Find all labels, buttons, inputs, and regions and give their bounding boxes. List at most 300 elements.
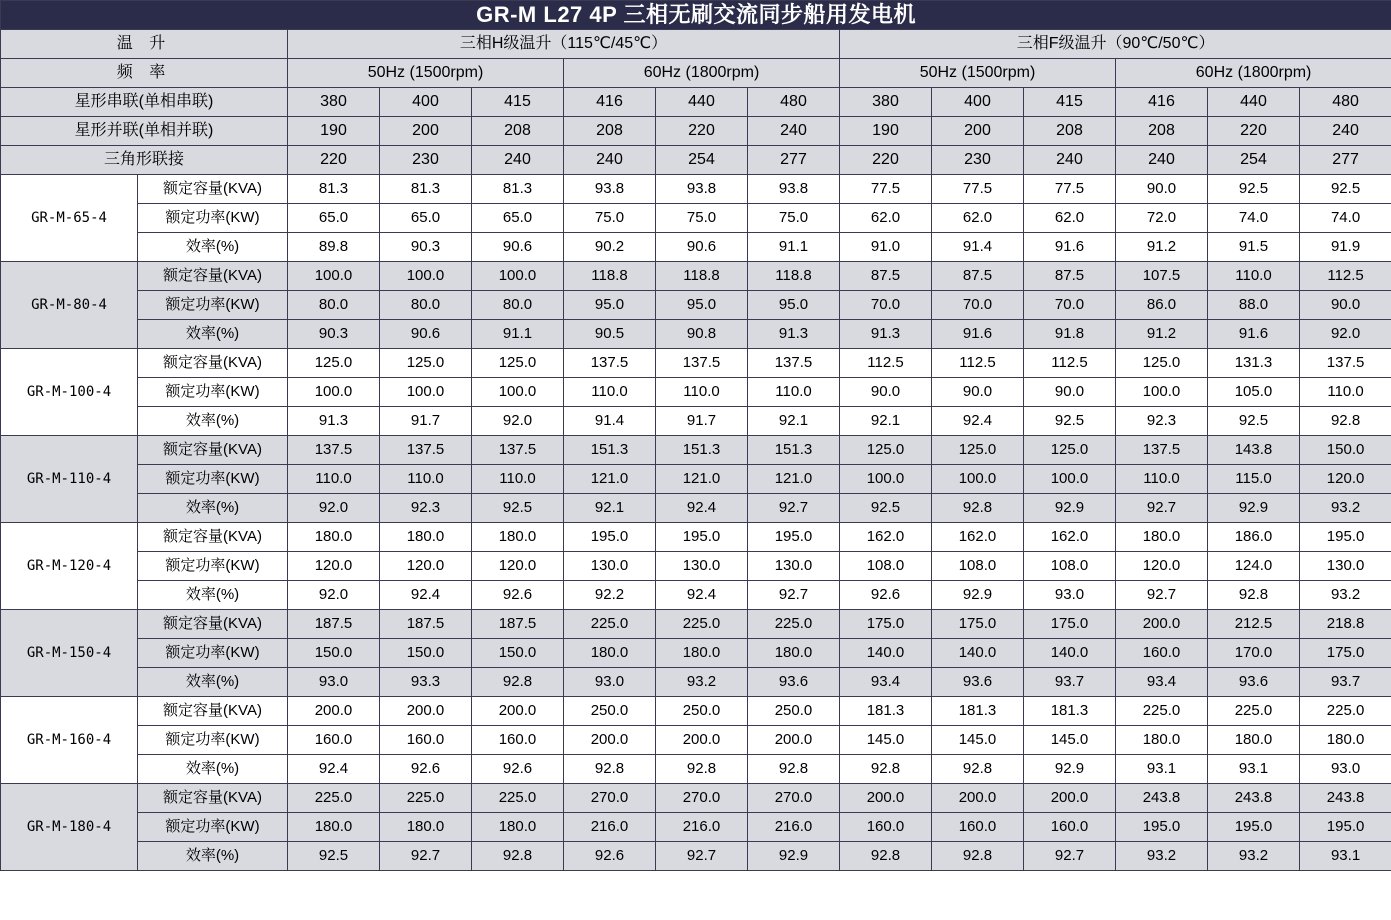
table-row — [1, 639, 1391, 668]
param-label: 额定容量(KVA) — [138, 175, 288, 204]
cell: 92.4 — [288, 755, 380, 784]
cell: 92.5 — [1300, 175, 1391, 204]
cell: 91.9 — [1300, 233, 1391, 262]
cell: 100.0 — [288, 378, 380, 407]
cell: 74.0 — [1208, 204, 1300, 233]
cell: 108.0 — [1024, 552, 1116, 581]
cell: 92.3 — [380, 494, 472, 523]
cell: 80.0 — [380, 291, 472, 320]
cell: 180.0 — [380, 523, 472, 552]
cell: 87.5 — [840, 262, 932, 291]
cell: 92.0 — [472, 407, 564, 436]
cell: 92.8 — [932, 842, 1024, 871]
cell: 107.5 — [1116, 262, 1208, 291]
cell: 180.0 — [1116, 523, 1208, 552]
table-row — [1, 842, 1391, 871]
cell: 93.1 — [1208, 755, 1300, 784]
cell: 137.5 — [748, 349, 840, 378]
cell: 254 — [656, 146, 748, 175]
cell: 91.6 — [1024, 233, 1116, 262]
table-row — [1, 726, 1391, 755]
cell: 92.1 — [748, 407, 840, 436]
param-label: 额定容量(KVA) — [138, 262, 288, 291]
cell: 180.0 — [288, 813, 380, 842]
cell: 62.0 — [932, 204, 1024, 233]
param-label: 额定功率(KW) — [138, 378, 288, 407]
cell: 137.5 — [1116, 436, 1208, 465]
cell: 100.0 — [840, 465, 932, 494]
cell: 200 — [380, 117, 472, 146]
cell: 91.3 — [288, 407, 380, 436]
table-row — [1, 465, 1391, 494]
cell: 93.6 — [1208, 668, 1300, 697]
cell: 91.1 — [748, 233, 840, 262]
cell: 108.0 — [932, 552, 1024, 581]
voltage-row-label: 三角形联接 — [1, 146, 288, 175]
cell: 92.9 — [1024, 494, 1116, 523]
cell: 277 — [748, 146, 840, 175]
cell: 100.0 — [1024, 465, 1116, 494]
cell: 92.3 — [1116, 407, 1208, 436]
cell: 181.3 — [840, 697, 932, 726]
cell: 125.0 — [1116, 349, 1208, 378]
cell: 195.0 — [748, 523, 840, 552]
table-row — [1, 523, 1391, 552]
cell: 112.5 — [1024, 349, 1116, 378]
param-label: 额定功率(KW) — [138, 204, 288, 233]
param-label: 效率(%) — [138, 494, 288, 523]
cell: 400 — [380, 88, 472, 117]
cell: 160.0 — [380, 726, 472, 755]
cell: 91.4 — [932, 233, 1024, 262]
group-h-class: 三相H级温升（115℃/45℃） — [288, 30, 840, 59]
cell: 240 — [564, 146, 656, 175]
cell: 230 — [932, 146, 1024, 175]
cell: 92.7 — [748, 581, 840, 610]
cell: 131.3 — [1208, 349, 1300, 378]
cell: 160.0 — [1024, 813, 1116, 842]
cell: 92.9 — [1208, 494, 1300, 523]
cell: 91.0 — [840, 233, 932, 262]
cell: 200.0 — [656, 726, 748, 755]
cell: 93.8 — [564, 175, 656, 204]
voltage-row-label: 星形并联(单相并联) — [1, 117, 288, 146]
cell: 195.0 — [564, 523, 656, 552]
cell: 145.0 — [1024, 726, 1116, 755]
cell: 143.8 — [1208, 436, 1300, 465]
cell: 65.0 — [472, 204, 564, 233]
cell: 125.0 — [472, 349, 564, 378]
cell: 180.0 — [1116, 726, 1208, 755]
param-label: 额定功率(KW) — [138, 813, 288, 842]
cell: 150.0 — [472, 639, 564, 668]
cell: 250.0 — [656, 697, 748, 726]
model-name: GR-M-180-4 — [1, 784, 138, 871]
param-label: 额定容量(KVA) — [138, 784, 288, 813]
cell: 110.0 — [1116, 465, 1208, 494]
cell: 93.0 — [1300, 755, 1391, 784]
cell: 120.0 — [1300, 465, 1391, 494]
cell: 121.0 — [748, 465, 840, 494]
table-row — [1, 784, 1391, 813]
cell: 121.0 — [656, 465, 748, 494]
cell: 277 — [1300, 146, 1391, 175]
param-label: 额定功率(KW) — [138, 726, 288, 755]
cell: 130.0 — [748, 552, 840, 581]
cell: 130.0 — [656, 552, 748, 581]
cell: 180.0 — [288, 523, 380, 552]
param-label: 效率(%) — [138, 755, 288, 784]
cell: 162.0 — [932, 523, 1024, 552]
cell: 92.8 — [472, 842, 564, 871]
cell: 121.0 — [564, 465, 656, 494]
cell: 91.3 — [748, 320, 840, 349]
cell: 91.7 — [380, 407, 472, 436]
table-title-row — [1, 1, 1391, 30]
table-row — [1, 146, 1391, 175]
param-label: 效率(%) — [138, 842, 288, 871]
cell: 270.0 — [748, 784, 840, 813]
cell: 416 — [1116, 88, 1208, 117]
cell: 220 — [288, 146, 380, 175]
cell: 92.2 — [564, 581, 656, 610]
cell: 100.0 — [380, 262, 472, 291]
cell: 90.0 — [840, 378, 932, 407]
cell: 95.0 — [748, 291, 840, 320]
cell: 88.0 — [1208, 291, 1300, 320]
cell: 92.8 — [932, 755, 1024, 784]
cell: 92.9 — [932, 581, 1024, 610]
cell: 93.6 — [932, 668, 1024, 697]
param-label: 额定容量(KVA) — [138, 610, 288, 639]
cell: 140.0 — [932, 639, 1024, 668]
cell: 151.3 — [748, 436, 840, 465]
cell: 92.8 — [748, 755, 840, 784]
cell: 195.0 — [1208, 813, 1300, 842]
cell: 90.2 — [564, 233, 656, 262]
cell: 208 — [564, 117, 656, 146]
cell: 200.0 — [472, 697, 564, 726]
cell: 270.0 — [564, 784, 656, 813]
cell: 200.0 — [380, 697, 472, 726]
cell: 225.0 — [748, 610, 840, 639]
table-row — [1, 581, 1391, 610]
cell: 118.8 — [656, 262, 748, 291]
cell: 380 — [840, 88, 932, 117]
cell: 216.0 — [748, 813, 840, 842]
cell: 195.0 — [1116, 813, 1208, 842]
cell: 77.5 — [932, 175, 1024, 204]
cell: 190 — [288, 117, 380, 146]
cell: 91.7 — [656, 407, 748, 436]
cell: 200.0 — [288, 697, 380, 726]
cell: 93.2 — [1300, 581, 1391, 610]
cell: 92.8 — [840, 755, 932, 784]
cell: 89.8 — [288, 233, 380, 262]
cell: 65.0 — [288, 204, 380, 233]
param-label: 额定功率(KW) — [138, 639, 288, 668]
table-row — [1, 262, 1391, 291]
cell: 92.1 — [564, 494, 656, 523]
cell: 90.6 — [472, 233, 564, 262]
table-row — [1, 436, 1391, 465]
param-label: 额定功率(KW) — [138, 291, 288, 320]
model-name: GR-M-65-4 — [1, 175, 138, 262]
cell: 110.0 — [380, 465, 472, 494]
model-name: GR-M-80-4 — [1, 262, 138, 349]
cell: 220 — [1208, 117, 1300, 146]
cell: 125.0 — [380, 349, 472, 378]
cell: 90.6 — [656, 233, 748, 262]
cell: 175.0 — [932, 610, 1024, 639]
cell: 75.0 — [564, 204, 656, 233]
cell: 92.4 — [656, 494, 748, 523]
freq-h-60hz: 60Hz (1800rpm) — [564, 59, 840, 88]
cell: 225.0 — [656, 610, 748, 639]
cell: 93.8 — [656, 175, 748, 204]
cell: 91.4 — [564, 407, 656, 436]
cell: 92.0 — [288, 581, 380, 610]
cell: 112.5 — [840, 349, 932, 378]
cell: 110.0 — [564, 378, 656, 407]
cell: 220 — [656, 117, 748, 146]
cell: 92.8 — [472, 668, 564, 697]
table-body — [1, 88, 1391, 871]
table-row — [1, 755, 1391, 784]
model-name: GR-M-160-4 — [1, 697, 138, 784]
voltage-row-label: 星形串联(单相串联) — [1, 88, 288, 117]
cell: 175.0 — [840, 610, 932, 639]
cell: 125.0 — [288, 349, 380, 378]
cell: 93.0 — [564, 668, 656, 697]
cell: 86.0 — [1116, 291, 1208, 320]
cell: 90.0 — [1300, 291, 1391, 320]
cell: 91.2 — [1116, 233, 1208, 262]
cell: 195.0 — [656, 523, 748, 552]
cell: 110.0 — [748, 378, 840, 407]
cell: 92.8 — [564, 755, 656, 784]
cell: 208 — [472, 117, 564, 146]
cell: 91.2 — [1116, 320, 1208, 349]
cell: 187.5 — [472, 610, 564, 639]
cell: 270.0 — [656, 784, 748, 813]
table-row — [1, 320, 1391, 349]
cell: 93.1 — [1116, 755, 1208, 784]
cell: 92.5 — [840, 494, 932, 523]
cell: 92.4 — [380, 581, 472, 610]
param-label: 效率(%) — [138, 668, 288, 697]
table-row — [1, 813, 1391, 842]
group-f-class: 三相F级温升（90℃/50℃） — [840, 30, 1391, 59]
cell: 180.0 — [380, 813, 472, 842]
cell: 77.5 — [1024, 175, 1116, 204]
cell: 93.0 — [1024, 581, 1116, 610]
cell: 225.0 — [288, 784, 380, 813]
cell: 92.6 — [380, 755, 472, 784]
cell: 137.5 — [472, 436, 564, 465]
cell: 93.4 — [840, 668, 932, 697]
table-row — [1, 175, 1391, 204]
cell: 200.0 — [840, 784, 932, 813]
cell: 93.1 — [1300, 842, 1391, 871]
cell: 125.0 — [840, 436, 932, 465]
cell: 208 — [1024, 117, 1116, 146]
cell: 225.0 — [472, 784, 564, 813]
cell: 90.0 — [1116, 175, 1208, 204]
cell: 92.0 — [1300, 320, 1391, 349]
cell: 186.0 — [1208, 523, 1300, 552]
cell: 93.4 — [1116, 668, 1208, 697]
cell: 92.6 — [564, 842, 656, 871]
cell: 62.0 — [1024, 204, 1116, 233]
cell: 195.0 — [1300, 523, 1391, 552]
cell: 100.0 — [1116, 378, 1208, 407]
table-row — [1, 88, 1391, 117]
cell: 216.0 — [564, 813, 656, 842]
freq-f-60hz: 60Hz (1800rpm) — [1116, 59, 1391, 88]
cell: 115.0 — [1208, 465, 1300, 494]
cell: 200 — [932, 117, 1024, 146]
cell: 130.0 — [1300, 552, 1391, 581]
cell: 120.0 — [288, 552, 380, 581]
cell: 91.8 — [1024, 320, 1116, 349]
param-label: 额定容量(KVA) — [138, 523, 288, 552]
cell: 415 — [1024, 88, 1116, 117]
cell: 170.0 — [1208, 639, 1300, 668]
cell: 200.0 — [932, 784, 1024, 813]
table-row — [1, 610, 1391, 639]
cell: 200.0 — [1116, 610, 1208, 639]
cell: 91.1 — [472, 320, 564, 349]
cell: 160.0 — [840, 813, 932, 842]
cell: 160.0 — [288, 726, 380, 755]
cell: 112.5 — [932, 349, 1024, 378]
cell: 180.0 — [656, 639, 748, 668]
cell: 416 — [564, 88, 656, 117]
cell: 95.0 — [564, 291, 656, 320]
cell: 140.0 — [1024, 639, 1116, 668]
cell: 440 — [656, 88, 748, 117]
cell: 90.3 — [380, 233, 472, 262]
cell: 70.0 — [932, 291, 1024, 320]
param-label: 额定功率(KW) — [138, 552, 288, 581]
cell: 181.3 — [932, 697, 1024, 726]
cell: 137.5 — [656, 349, 748, 378]
param-label: 效率(%) — [138, 233, 288, 262]
param-label: 额定容量(KVA) — [138, 436, 288, 465]
cell: 124.0 — [1208, 552, 1300, 581]
param-label: 额定容量(KVA) — [138, 697, 288, 726]
cell: 187.5 — [380, 610, 472, 639]
cell: 90.5 — [564, 320, 656, 349]
cell: 150.0 — [380, 639, 472, 668]
cell: 110.0 — [472, 465, 564, 494]
cell: 91.5 — [1208, 233, 1300, 262]
cell: 120.0 — [1116, 552, 1208, 581]
cell: 92.8 — [656, 755, 748, 784]
cell: 93.2 — [656, 668, 748, 697]
cell: 150.0 — [1300, 436, 1391, 465]
cell: 92.5 — [1208, 175, 1300, 204]
cell: 100.0 — [288, 262, 380, 291]
cell: 65.0 — [380, 204, 472, 233]
cell: 87.5 — [932, 262, 1024, 291]
model-name: GR-M-100-4 — [1, 349, 138, 436]
cell: 81.3 — [380, 175, 472, 204]
cell: 100.0 — [380, 378, 472, 407]
cell: 180.0 — [472, 813, 564, 842]
cell: 90.0 — [1024, 378, 1116, 407]
cell: 120.0 — [472, 552, 564, 581]
cell: 250.0 — [748, 697, 840, 726]
cell: 92.6 — [472, 755, 564, 784]
cell: 92.7 — [748, 494, 840, 523]
cell: 92.7 — [380, 842, 472, 871]
cell: 108.0 — [840, 552, 932, 581]
frequency-label: 频 率 — [1, 59, 288, 88]
cell: 92.0 — [288, 494, 380, 523]
cell: 208 — [1116, 117, 1208, 146]
cell: 243.8 — [1208, 784, 1300, 813]
cell: 415 — [472, 88, 564, 117]
cell: 92.5 — [288, 842, 380, 871]
cell: 190 — [840, 117, 932, 146]
table-row — [1, 407, 1391, 436]
cell: 145.0 — [932, 726, 1024, 755]
table-row — [1, 494, 1391, 523]
cell: 93.2 — [1300, 494, 1391, 523]
frequency-header-row — [1, 59, 1391, 88]
cell: 110.0 — [1208, 262, 1300, 291]
cell: 80.0 — [288, 291, 380, 320]
cell: 225.0 — [1208, 697, 1300, 726]
cell: 240 — [1116, 146, 1208, 175]
cell: 92.5 — [472, 494, 564, 523]
param-label: 效率(%) — [138, 581, 288, 610]
cell: 81.3 — [288, 175, 380, 204]
cell: 230 — [380, 146, 472, 175]
cell: 440 — [1208, 88, 1300, 117]
cell: 240 — [1024, 146, 1116, 175]
page-title: GR-M L27 4P 三相无刷交流同步船用发电机 — [1, 1, 1391, 30]
cell: 75.0 — [748, 204, 840, 233]
cell: 240 — [1300, 117, 1391, 146]
param-label: 效率(%) — [138, 407, 288, 436]
cell: 160.0 — [932, 813, 1024, 842]
model-name: GR-M-150-4 — [1, 610, 138, 697]
cell: 151.3 — [564, 436, 656, 465]
cell: 118.8 — [748, 262, 840, 291]
cell: 145.0 — [840, 726, 932, 755]
cell: 162.0 — [1024, 523, 1116, 552]
cell: 110.0 — [656, 378, 748, 407]
cell: 212.5 — [1208, 610, 1300, 639]
cell: 87.5 — [1024, 262, 1116, 291]
cell: 91.6 — [932, 320, 1024, 349]
cell: 200.0 — [748, 726, 840, 755]
cell: 92.8 — [932, 494, 1024, 523]
cell: 180.0 — [564, 639, 656, 668]
cell: 92.8 — [1208, 581, 1300, 610]
cell: 151.3 — [656, 436, 748, 465]
cell: 92.5 — [1024, 407, 1116, 436]
cell: 62.0 — [840, 204, 932, 233]
cell: 93.2 — [1208, 842, 1300, 871]
cell: 480 — [748, 88, 840, 117]
cell: 77.5 — [840, 175, 932, 204]
cell: 93.0 — [288, 668, 380, 697]
cell: 93.7 — [1300, 668, 1391, 697]
